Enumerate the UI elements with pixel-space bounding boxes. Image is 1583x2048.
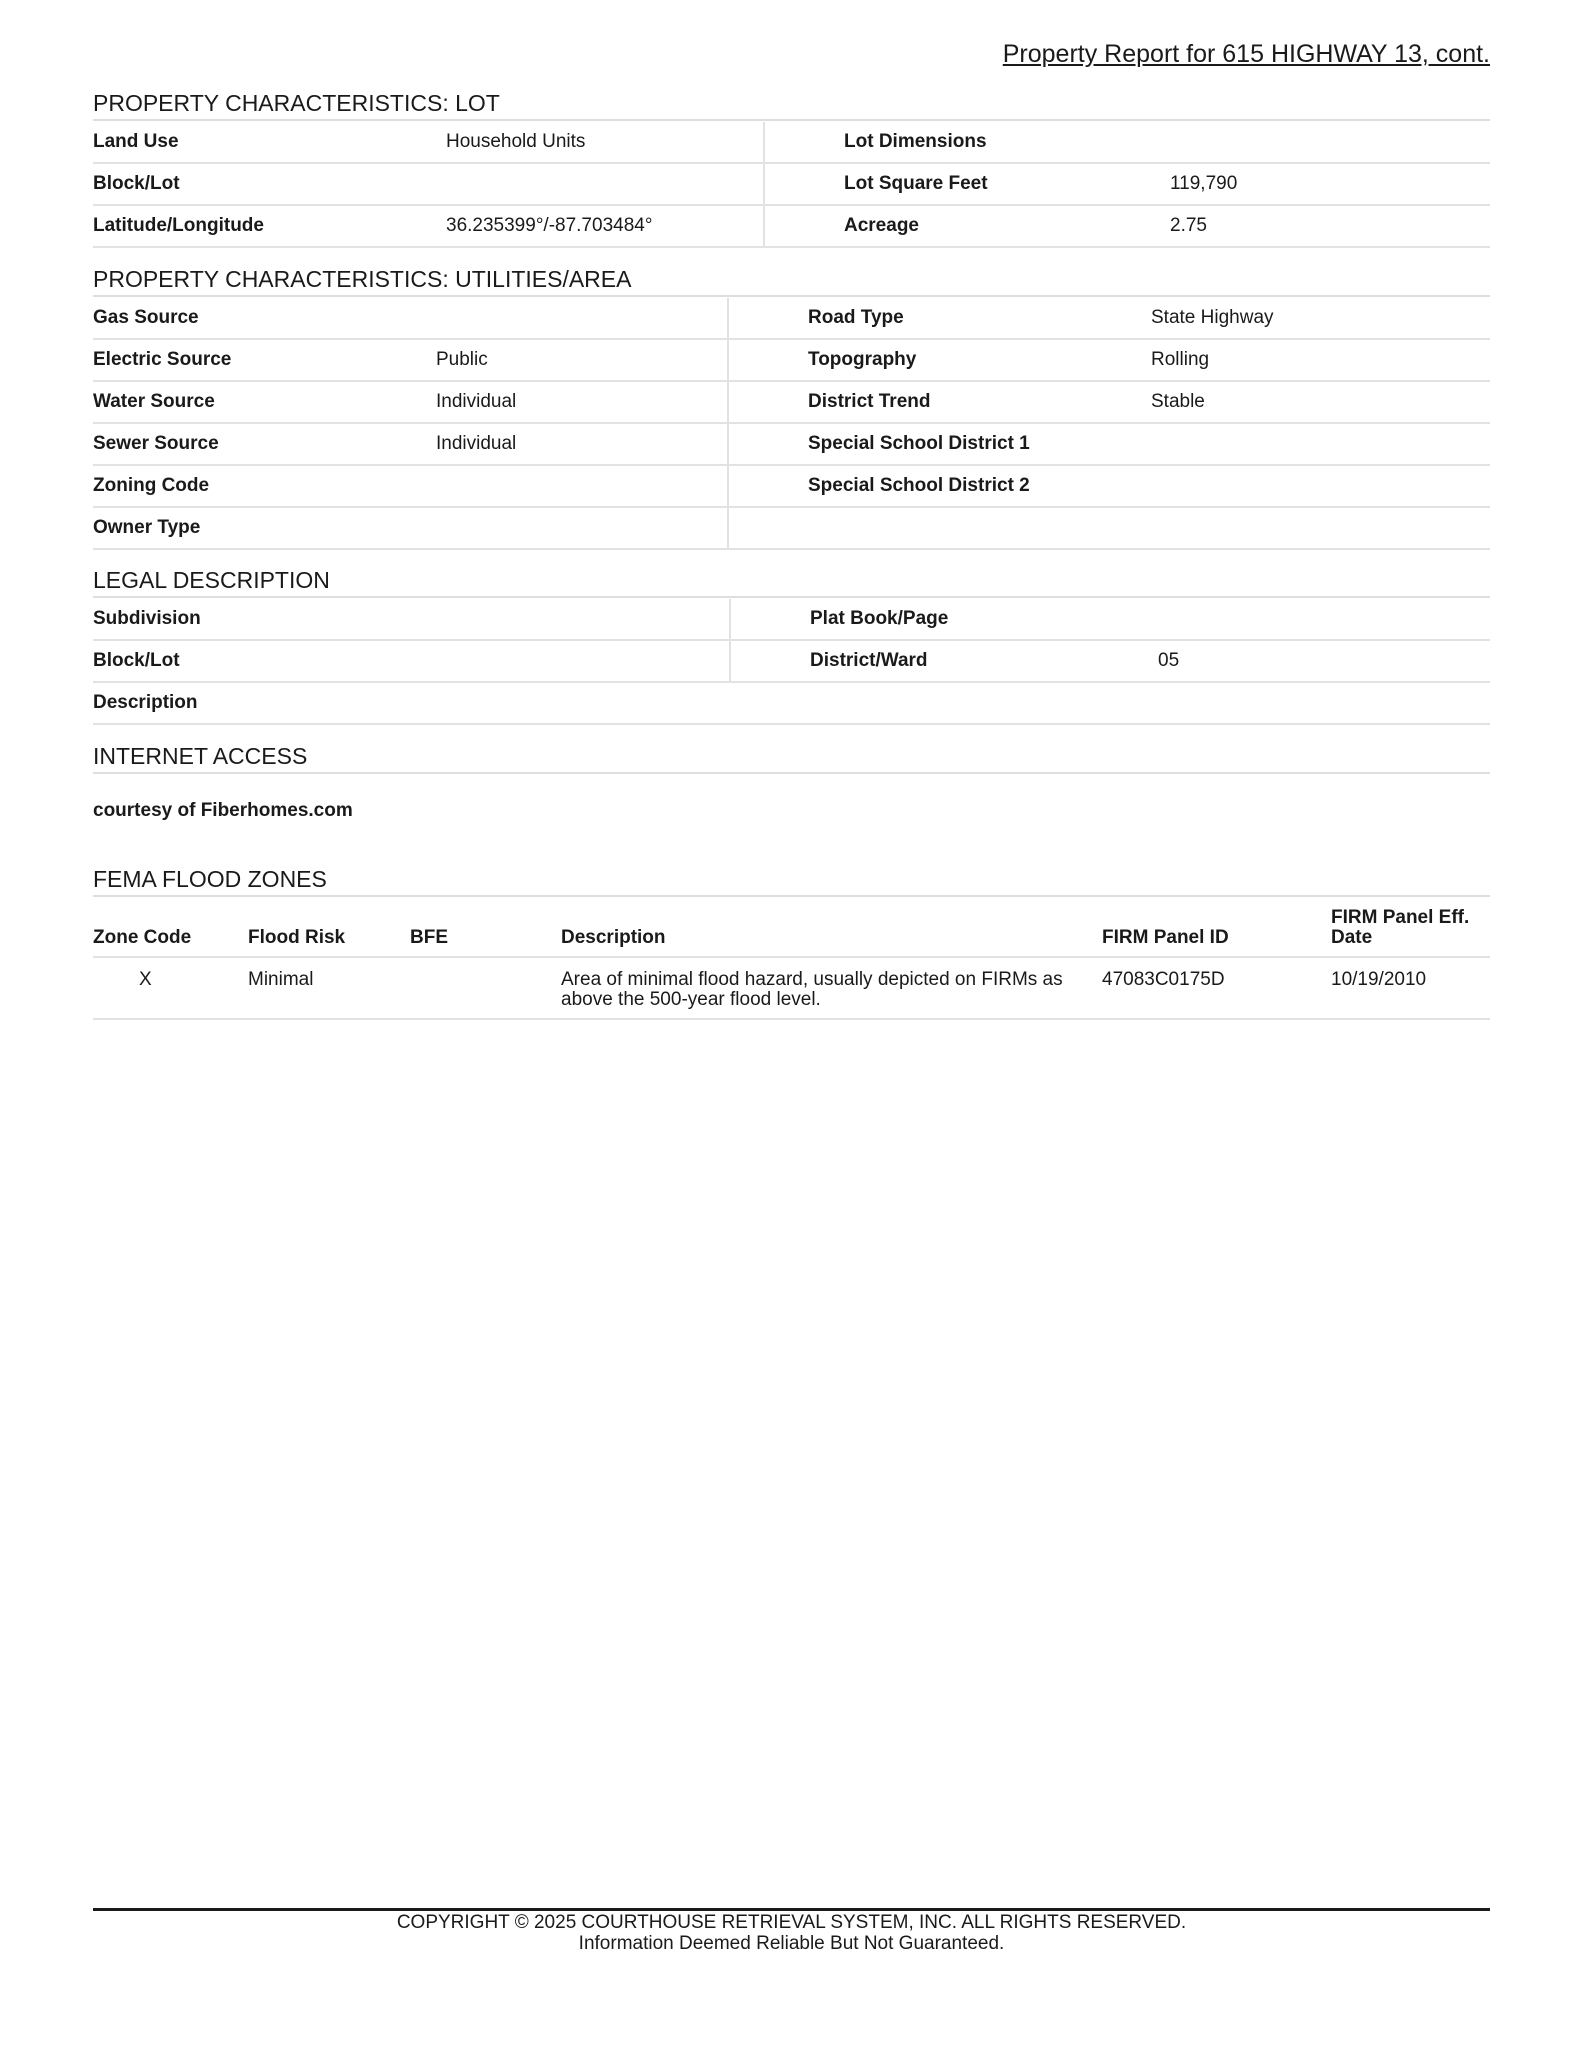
table-row	[93, 465, 1490, 507]
table-row	[93, 122, 1490, 163]
table-row	[93, 640, 1490, 682]
column-header-firm-panel-eff-date: FIRM Panel Eff. Date	[1331, 898, 1490, 957]
field-value	[436, 507, 728, 549]
field-label: District Trend	[808, 381, 1151, 423]
field-label	[808, 507, 1151, 549]
field-label: Special School District 1	[808, 423, 1151, 465]
report-title: Property Report for 615 HIGHWAY 13, cont.	[1002, 40, 1490, 68]
column-divider	[728, 507, 808, 549]
cell-description: Area of minimal flood hazard, usually depicted on FIRMs as above the 500-year flood level.	[561, 957, 1102, 1019]
section-title-lot: PROPERTY CHARACTERISTICS: LOT	[93, 90, 1490, 121]
cell-bfe	[410, 957, 561, 1019]
field-label: Road Type	[808, 298, 1151, 339]
table-row	[93, 163, 1490, 205]
cell-flood-risk: Minimal	[248, 957, 410, 1019]
field-label: Block/Lot	[93, 163, 446, 205]
field-label: District/Ward	[810, 640, 1158, 682]
field-value: 05	[1158, 640, 1490, 682]
column-divider	[764, 205, 844, 247]
column-divider	[728, 465, 808, 507]
field-label: Subdivision	[93, 599, 436, 640]
field-label: Special School District 2	[808, 465, 1151, 507]
footer	[93, 1912, 1490, 1954]
table-row	[93, 682, 1490, 724]
table-row	[93, 381, 1490, 423]
column-divider	[764, 122, 844, 163]
table-row	[93, 298, 1490, 339]
field-label: Block/Lot	[93, 640, 436, 682]
field-label: Plat Book/Page	[810, 599, 1158, 640]
table-row	[93, 423, 1490, 465]
field-value: 36.235399°/-87.703484°	[446, 205, 764, 247]
field-value	[436, 599, 730, 640]
footer-disclaimer: Information Deemed Reliable But Not Guaranteed.	[578, 1933, 1005, 1954]
column-divider	[728, 339, 808, 381]
field-label: Land Use	[93, 122, 446, 163]
field-value: Individual	[436, 381, 728, 423]
field-label: Water Source	[93, 381, 436, 423]
section-title-legal: LEGAL DESCRIPTION	[93, 567, 1490, 598]
lot-table	[93, 122, 1490, 248]
field-label: Zoning Code	[93, 465, 436, 507]
field-label: Latitude/Longitude	[93, 205, 446, 247]
cell-firm-panel-id: 47083C0175D	[1102, 957, 1331, 1019]
column-divider	[728, 381, 808, 423]
column-header-flood-risk: Flood Risk	[248, 898, 410, 957]
field-label: Owner Type	[93, 507, 436, 549]
column-divider	[764, 163, 844, 205]
internet-access-text: courtesy of Fiberhomes.com	[93, 800, 353, 821]
field-label: Topography	[808, 339, 1151, 381]
field-label: Sewer Source	[93, 423, 436, 465]
field-value	[1158, 599, 1490, 640]
field-value: 2.75	[1170, 205, 1490, 247]
column-divider	[730, 599, 810, 640]
column-divider	[730, 640, 810, 682]
field-value	[1151, 507, 1490, 549]
section-title-flood: FEMA FLOOD ZONES	[93, 866, 1490, 897]
table-header-row	[93, 898, 1490, 957]
field-label: Lot Square Feet	[844, 163, 1170, 205]
column-divider	[728, 423, 808, 465]
field-value: Rolling	[1151, 339, 1490, 381]
field-value: Public	[436, 339, 728, 381]
field-value: Individual	[436, 423, 728, 465]
column-header-zone-code: Zone Code	[93, 898, 248, 957]
field-value	[1151, 423, 1490, 465]
legal-table	[93, 599, 1490, 725]
flood-zones-table	[93, 898, 1490, 1020]
field-label: Description	[93, 682, 1490, 724]
field-value	[446, 163, 764, 205]
column-header-description: Description	[561, 898, 1102, 957]
field-value: 119,790	[1170, 163, 1490, 205]
column-header-firm-panel-id: FIRM Panel ID	[1102, 898, 1331, 957]
footer-copyright: COPYRIGHT © 2025 COURTHOUSE RETRIEVAL SYSTEM, INC. ALL RIGHTS RESERVED.	[396, 1912, 1187, 1933]
column-header-bfe: BFE	[410, 898, 561, 957]
cell-zone-code: X	[93, 957, 248, 1019]
field-label: Gas Source	[93, 298, 436, 339]
utilities-table	[93, 298, 1490, 550]
field-label: Acreage	[844, 205, 1170, 247]
section-title-internet: INTERNET ACCESS	[93, 743, 1490, 774]
field-value	[1170, 122, 1490, 163]
field-value	[436, 465, 728, 507]
field-value: State Highway	[1151, 298, 1490, 339]
table-row	[93, 507, 1490, 549]
field-label: Lot Dimensions	[844, 122, 1170, 163]
table-row	[93, 339, 1490, 381]
footer-divider	[93, 1908, 1490, 1911]
field-value	[1151, 465, 1490, 507]
field-value	[436, 640, 730, 682]
table-row	[93, 957, 1490, 1019]
field-value	[436, 298, 728, 339]
field-value: Household Units	[446, 122, 764, 163]
section-title-utilities: PROPERTY CHARACTERISTICS: UTILITIES/AREA	[93, 266, 1490, 297]
column-divider	[728, 298, 808, 339]
field-label: Electric Source	[93, 339, 436, 381]
table-row	[93, 205, 1490, 247]
cell-firm-panel-eff-date: 10/19/2010	[1331, 957, 1490, 1019]
field-value: Stable	[1151, 381, 1490, 423]
table-row	[93, 599, 1490, 640]
